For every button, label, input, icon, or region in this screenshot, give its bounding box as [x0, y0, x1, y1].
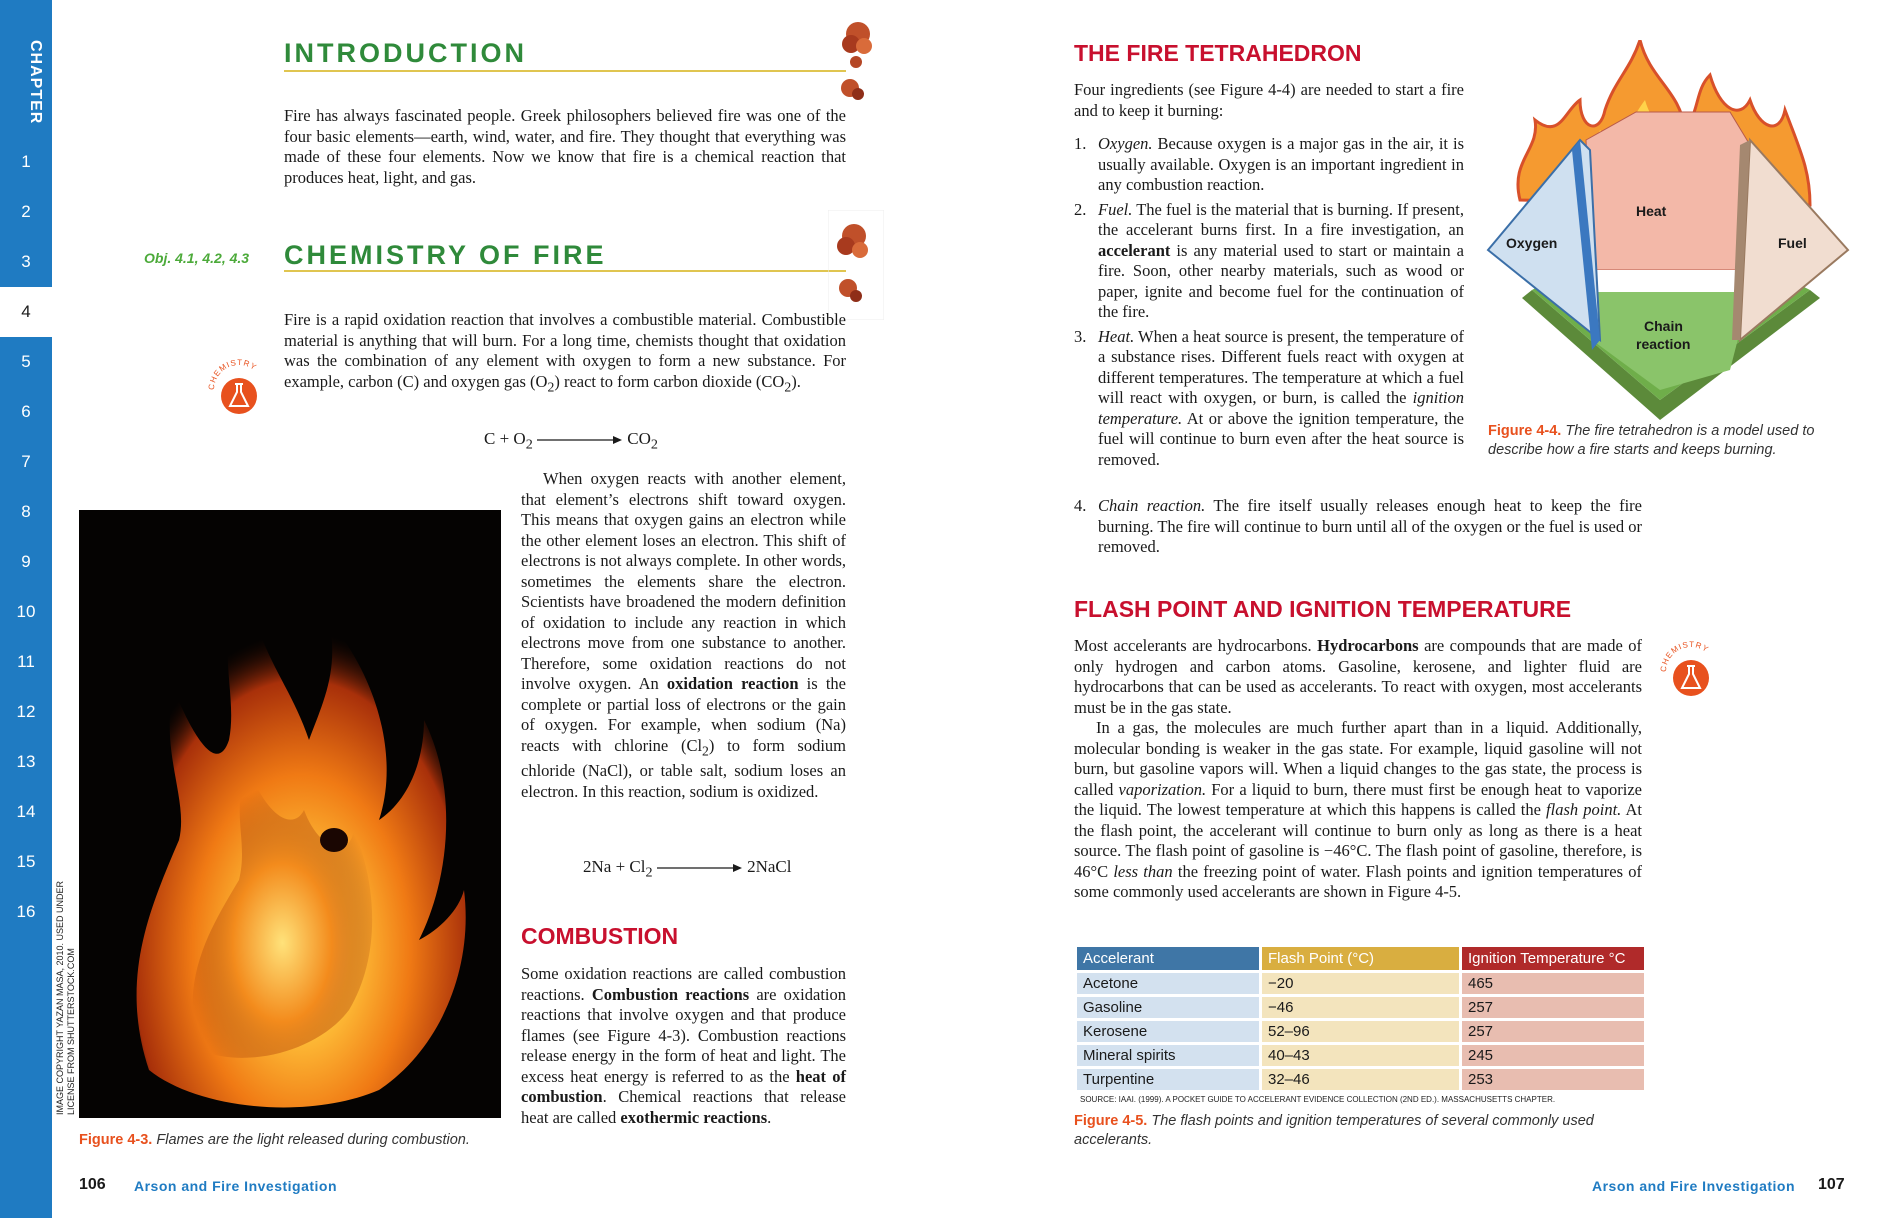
chapter-tab-12[interactable]: 12 [16, 702, 36, 721]
chemistry-heading: CHEMISTRY OF FIRE [284, 240, 607, 270]
accelerant-table-wrap [1074, 944, 1647, 1104]
table-cell: 465 [1462, 973, 1644, 994]
table-row [1077, 973, 1644, 994]
figure-4-5-caption: Figure 4-5. The flash points and ignition temperatures of several commonly used accelerants. [1074, 1113, 1594, 1148]
intro-heading-rule [284, 70, 846, 72]
table-cell: 40–43 [1262, 1045, 1459, 1066]
table-source: SOURCE: IAAI. (1999). A POCKET GUIDE TO ACCELERANT EVIDENCE COLLECTION (2ND ED.). MASSACHUSETTS CHAPTER. [1080, 1095, 1556, 1104]
chapter-tab-1[interactable]: 1 [21, 152, 31, 171]
column-header-ignition-temperature: Ignition Temperature °C [1462, 947, 1644, 970]
chain-label: Chain [1644, 318, 1683, 334]
table-row [1077, 1021, 1644, 1042]
table-cell: Turpentine [1077, 1069, 1259, 1090]
chemistry-badge-icon [1656, 636, 1726, 706]
flash-point-text: Most accelerants are hydrocarbons. Hydrocarbons are compounds that are made of only hydrogen and carbon atoms. Gasoline, kerosene, and lighter fluid are hydrocarbons that can be used as accelerants. To react with oxygen, most accelerants must be in the gas state. In a gas, the molecules are much further apart than in a liquid. Additionally, molecular bonding is weaker in the gas state. For example, liquid gasoline will not burn, but gasoline vapors will. When a liquid changes to the gas state, the process is called vaporization. For a liquid to burn, there must first be enough heat to vaporize the liquid. The lowest temperature at which this happens is called the flash point. At the flash point, the accelerant will continue to burn only as long as there is a heat source. The flash point of gasoline is −46°C. The flash point of gasoline, therefore, is 46°C less than the freezing point of water. Flash points and ignition temperatures of some commonly used accelerants are shown in Figure 4-5. [1074, 636, 1642, 901]
combustion-heading: COMBUSTION [521, 923, 679, 949]
table-cell: 257 [1462, 997, 1644, 1018]
intro-paragraph: Fire has always fascinated people. Greek philosophers believed fire was one of the four basic elements—earth, wind, water, and fire. They thought that everything was made of these four elements. Now we know that fire is a chemical reaction that produces heat, light, and gas. [284, 106, 846, 187]
list-item: 1. Oxygen. Because oxygen is a major gas in the air, it is usually available. Oxygen is an important ingredient in any combustion reaction. [1074, 134, 1464, 194]
tetrahedron-list-item-4 [1074, 496, 1642, 562]
figure-4-4-caption: Figure 4-4. The fire tetrahedron is a model used to describe how a fire starts and keeps burning. [1488, 423, 1815, 458]
chemistry-paragraph-2: When oxygen reacts with another element, that element’s electrons shift toward oxygen. This means that oxygen gains an electron while the other element loses an electron. This shift of electrons is not always complete. In other words, sometimes the elements share the electron. Scientists have broadened the modern definition of oxidation to include any reaction in which electrons move from one substance to another. Therefore, some oxidation reactions do not involve oxygen. An oxidation reaction is the complete or partial loss of electrons or the gain of oxygen. For example, when sodium (Na) reacts with chlorine $(Cl_2)$ to form sodium chloride (NaCl), or table salt, sodium loses an electron. In this reaction, sodium is oxidized. [521, 469, 847, 801]
chemistry-paragraph-1: Fire is a rapid oxidation reaction that involves a combustible material. Combustible material is anything that will burn. For a long time, chemists thought that oxidation was the combination of any element with oxygen to form a new substance. For example, carbon (C) and oxygen gas $(O_2)$ react to form carbon dioxide $(CO_2)$. [284, 310, 846, 394]
list-item: 4. Chain reaction. The fire itself usually releases enough heat to keep the fire burning. The fire will continue to burn until all of the oxygen or the fuel is used or removed. [1074, 496, 1643, 556]
objective-label: Obj. 4.1, 4.2, 4.3 [144, 250, 250, 266]
list-item: 3. Heat. When a heat source is present, the temperature of a substance rises. Different fuels react with oxygen at different temperatures. The temperature at which a fuel will react with oxygen, or burn, is called the ignition temperature. At or above the ignition temperature, the fuel will continue to burn even after the heat source is removed. [1074, 326, 1464, 469]
list-item: 2. Fuel. The fuel is the material that is burning. If present, the accelerant burns first. In a fire investigation, an accelerant is any material used to start or maintain a fire. Soon, other nearby materials, such as wood or paper, ignite and become fuel for the continuation of the fire. [1074, 199, 1464, 321]
chapter-tab-6[interactable]: 6 [21, 402, 31, 421]
table-cell: −20 [1262, 973, 1459, 994]
footer-title-right: Arson and Fire Investigation [1592, 1178, 1796, 1194]
heat-label: Heat [1636, 203, 1667, 219]
equation-carbon-dioxide: $C + O_2$ $CO_2$ [484, 429, 658, 453]
intro-heading: INTRODUCTION [284, 38, 527, 68]
chapter-tab-16[interactable]: 16 [16, 902, 36, 921]
fire-tetrahedron-diagram [1480, 40, 1860, 420]
table-cell: 257 [1462, 1021, 1644, 1042]
chapter-tab-14[interactable]: 14 [16, 802, 36, 821]
reaction-arrow-icon [537, 435, 623, 445]
oxygen-label: Oxygen [1506, 235, 1558, 251]
column-header-flash-point: Flash Point (°C) [1262, 947, 1459, 970]
figure-4-3-caption: Figure 4-3. Flames are the light released during combustion. [79, 1132, 470, 1148]
table-cell: Kerosene [1077, 1021, 1259, 1042]
tetrahedron-intro: Four ingredients (see Figure 4-4) are needed to start a fire and to keep it burning: [1074, 80, 1464, 120]
chemistry-badge-icon [204, 354, 274, 424]
chapter-tab-8[interactable]: 8 [21, 502, 31, 521]
table-row [1077, 997, 1644, 1018]
table-cell: −46 [1262, 997, 1459, 1018]
table-cell: 253 [1462, 1069, 1644, 1090]
table-cell: Mineral spirits [1077, 1045, 1259, 1066]
svg-text:CHEMISTRY: CHEMISTRY [206, 357, 259, 391]
tetrahedron-heading: THE FIRE TETRAHEDRON [1074, 40, 1362, 66]
chapter-tab-3[interactable]: 3 [21, 252, 31, 271]
chapter-tab-bar [0, 0, 52, 1218]
flame-photo [79, 510, 501, 1118]
chapter-tab-5[interactable]: 5 [21, 352, 31, 371]
chapter-tab-11[interactable]: 11 [17, 652, 35, 671]
equation-sodium-chloride: $2Na + Cl_2$ 2NaCl [583, 857, 792, 881]
chapter-tab-13[interactable]: 13 [16, 752, 36, 771]
flame-ornament-icon [828, 210, 884, 320]
table-cell: 32–46 [1262, 1069, 1459, 1090]
chapter-tab-title: CHAPTER [27, 40, 44, 125]
table-header-row [1077, 947, 1644, 970]
combustion-paragraph: Some oxidation reactions are called combustion reactions. Combustion reactions are oxidation reactions that involve oxygen and that produce flames (see Figure 4-3). Combustion reactions release energy in the form of heat and light. The excess heat energy is referred to as the heat of combustion. Chemical reactions that release heat are called exothermic reactions. [521, 964, 847, 1127]
table-row [1077, 1045, 1644, 1066]
chapter-tab-15[interactable]: 15 [16, 852, 36, 871]
chapter-tab-7[interactable]: 7 [21, 452, 31, 471]
table-row [1077, 1069, 1644, 1090]
accelerant-table [1074, 944, 1647, 1093]
table-cell: Acetone [1077, 973, 1259, 994]
column-header-accelerant: Accelerant [1077, 947, 1259, 970]
footer-title-left: Arson and Fire Investigation [134, 1178, 338, 1194]
tetrahedron-list [1074, 134, 1464, 474]
photo-credit: IMAGE COPYRIGHT YAZAN MASA, 2010. USED UNDER LICENSE FROM SHUTTERSTOCK.COM [55, 880, 76, 1115]
table-cell: Gasoline [1077, 997, 1259, 1018]
fuel-label: Fuel [1778, 235, 1807, 251]
chemistry-heading-rule [284, 270, 846, 272]
flame-image [79, 510, 501, 1118]
chapter-tab-4[interactable]: 4 [0, 287, 52, 337]
table-cell: 245 [1462, 1045, 1644, 1066]
chapter-tab-9[interactable]: 9 [21, 552, 31, 571]
table-cell: 52–96 [1262, 1021, 1459, 1042]
svg-text:CHEMISTRY: CHEMISTRY [1658, 639, 1711, 673]
flame-ornament-icon [836, 14, 882, 104]
reaction-arrow-icon [657, 863, 743, 873]
page-number-left: 106 [79, 1176, 106, 1193]
chapter-tab-2[interactable]: 2 [21, 202, 31, 221]
page-number-right: 107 [1818, 1176, 1845, 1193]
chapter-tab-10[interactable]: 10 [16, 602, 36, 621]
flash-point-heading: FLASH POINT AND IGNITION TEMPERATURE [1074, 596, 1572, 622]
reaction-label: reaction [1636, 336, 1691, 352]
